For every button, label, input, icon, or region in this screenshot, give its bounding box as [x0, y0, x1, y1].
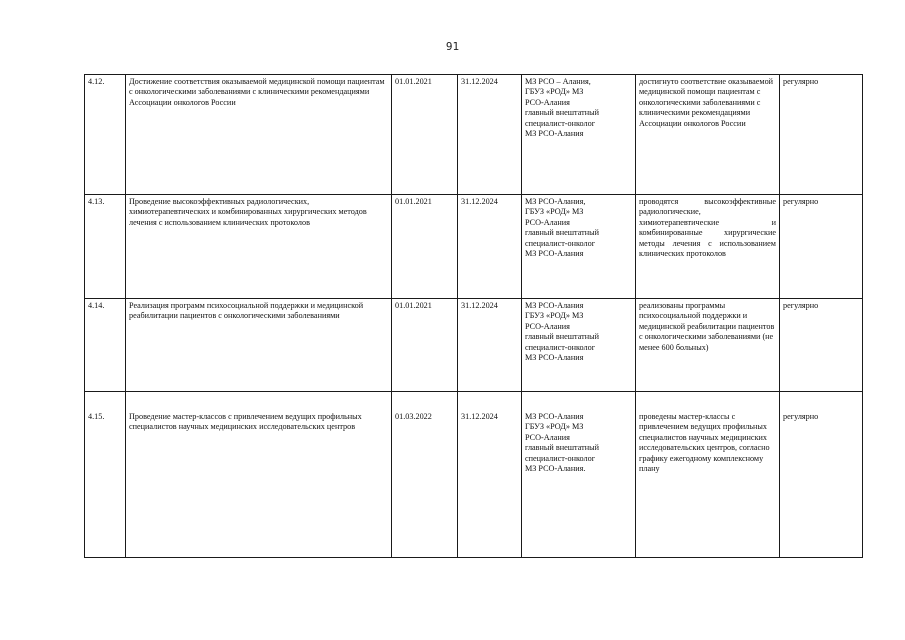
end-date: 31.12.2024	[458, 195, 522, 299]
responsible-line: РСО-Алания	[525, 97, 570, 107]
responsible-executors	[522, 75, 636, 195]
responsible-line: главный внештатный	[525, 443, 599, 453]
start-date: 01.01.2021	[392, 75, 458, 195]
activity-name: Проведение высокоэффективных радиологических, химиотерапевтических и комбинированных хирургических методов лечения с использованием клинических протоколов	[126, 195, 392, 299]
expected-result: реализованы программы психосоциальной поддержки и медицинской реабилитации пациентов с онкологическими заболеваниями (не менее 600 больных)	[636, 299, 780, 392]
start-date: 01.01.2021	[392, 299, 458, 392]
activity-name: Проведение мастер-классов с привлечением ведущих профильных специалистов научных медицинских исследовательских центров	[126, 392, 392, 558]
row-number: 4.12.	[85, 75, 126, 195]
responsible-line: специалист-онколог	[525, 118, 596, 128]
activity-name: Достижение соответствия оказываемой медицинской помощи пациентам с онкологическими заболеваниями с клиническими рекомендациями Ассоциации онкологов России	[126, 75, 392, 195]
responsible-line: ГБУЗ «РОД» МЗ	[525, 311, 584, 321]
responsible-line: РСО-Алания	[525, 321, 570, 331]
expected-result: проведены мастер-классы с привлечением ведущих профильных специалистов научных медицинских исследовательских центров, согласно графику ежегодному комплексному плану	[636, 392, 780, 558]
responsible-line: МЗ РСО-Алания	[525, 249, 584, 259]
table-row	[85, 195, 863, 299]
table-row	[85, 75, 863, 195]
responsible-line: МЗ РСО-Алания	[525, 301, 584, 310]
responsible-line: главный внештатный	[525, 228, 599, 238]
responsible-line: РСО-Алания	[525, 217, 570, 227]
responsible-line: МЗ РСО-Алания	[525, 129, 584, 139]
responsible-line: специалист-онколог	[525, 453, 596, 463]
responsible-line: ГБУЗ «РОД» МЗ	[525, 422, 584, 432]
responsible-line: МЗ РСО – Алания,	[525, 77, 591, 86]
end-date: 31.12.2024	[458, 392, 522, 558]
periodicity: регулярно	[780, 75, 863, 195]
activity-table	[84, 74, 863, 558]
table-row	[85, 299, 863, 392]
periodicity: регулярно	[780, 392, 863, 558]
responsible-executors	[522, 392, 636, 558]
table-row	[85, 392, 863, 558]
start-date: 01.03.2022	[392, 392, 458, 558]
responsible-line: МЗ РСО-Алания,	[525, 197, 586, 206]
row-number: 4.15.	[85, 392, 126, 558]
responsible-line: МЗ РСО-Алания	[525, 412, 584, 421]
responsible-line: специалист-онколог	[525, 238, 596, 248]
responsible-line: специалист-онколог	[525, 342, 596, 352]
responsible-line: главный внештатный	[525, 108, 599, 118]
responsible-line: РСО-Алания	[525, 432, 570, 442]
expected-result: достигнуто соответствие оказываемой медицинской помощи пациентам с онкологическими заболеваниями с клиническими рекомендациями Ассоциации онкологов России	[636, 75, 780, 195]
responsible-executors	[522, 195, 636, 299]
end-date: 31.12.2024	[458, 299, 522, 392]
responsible-line: ГБУЗ «РОД» МЗ	[525, 207, 584, 217]
start-date: 01.01.2021	[392, 195, 458, 299]
page-number: 91	[445, 40, 460, 53]
end-date: 31.12.2024	[458, 75, 522, 195]
periodicity: регулярно	[780, 195, 863, 299]
row-number: 4.14.	[85, 299, 126, 392]
activity-name: Реализация программ психосоциальной поддержки и медицинской реабилитации пациентов с онкологическими заболеваниями	[126, 299, 392, 392]
periodicity: регулярно	[780, 299, 863, 392]
responsible-line: МЗ РСО-Алания	[525, 353, 584, 363]
responsible-executors	[522, 299, 636, 392]
responsible-line: ГБУЗ «РОД» МЗ	[525, 87, 584, 97]
responsible-line: главный внештатный	[525, 332, 599, 342]
expected-result: проводятся высокоэффективные радиологические, химиотерапевтические и комбинированные хирургические методы лечения с использованием клинических протоколов	[636, 195, 780, 299]
responsible-line: МЗ РСО-Алания.	[525, 464, 586, 474]
row-number: 4.13.	[85, 195, 126, 299]
